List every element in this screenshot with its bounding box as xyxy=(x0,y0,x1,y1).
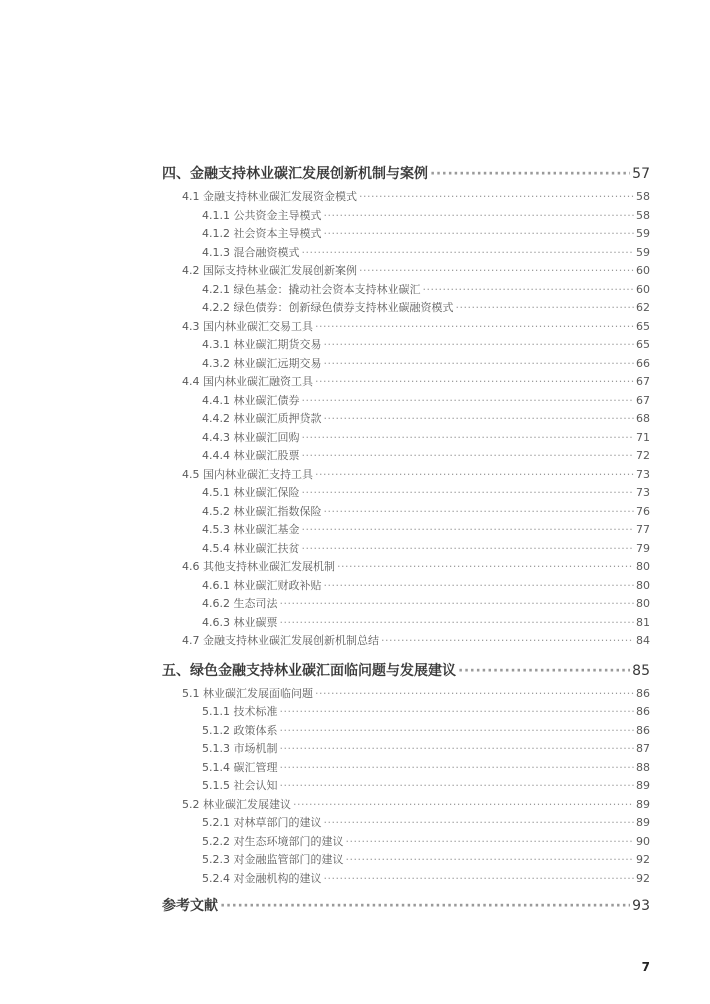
toc-leader-dots xyxy=(381,632,634,651)
toc-entry-page: 80 xyxy=(636,578,650,592)
toc-entry-page: 67 xyxy=(636,393,650,407)
toc-entry-title: 4.1 金融支持林业碳汇发展资金模式 xyxy=(182,190,357,203)
toc-entry-title: 4.3 国内林业碳汇交易工具 xyxy=(182,319,313,333)
toc-leader-dots xyxy=(337,558,634,577)
toc-leader-dots xyxy=(324,814,635,833)
toc-entry-title: 4.4.1 林业碳汇债券 xyxy=(202,393,300,407)
toc-entry-level-3 xyxy=(162,207,650,226)
toc-entry-level-1 xyxy=(162,892,650,920)
toc-entry-title: 4.5.1 林业碳汇保险 xyxy=(202,486,300,499)
toc-entry-level-2 xyxy=(162,632,650,651)
toc-entry-page: 93 xyxy=(632,898,650,914)
toc-leader-dots xyxy=(302,521,635,540)
toc-entry-title: 4.1.1 公共资金主导模式 xyxy=(202,208,322,222)
toc-entry-title: 5.1 林业碳汇发展面临问题 xyxy=(182,686,313,700)
toc-entry-title: 5.2.2 对生态环境部门的建议 xyxy=(202,834,344,848)
toc-leader-dots xyxy=(220,892,630,920)
toc-entry-title: 参考文献 xyxy=(162,898,218,914)
toc-leader-dots xyxy=(302,429,635,448)
toc-entry-page: 60 xyxy=(636,264,650,277)
toc-entry-level-3 xyxy=(162,392,650,411)
toc-entry-level-2 xyxy=(162,318,650,337)
toc-entry-page: 68 xyxy=(636,412,650,425)
toc-entry-title: 5.2.3 对金融监管部门的建议 xyxy=(202,853,344,866)
toc-leader-dots xyxy=(280,703,635,722)
toc-entry-level-2 xyxy=(162,373,650,392)
toc-entry-level-3 xyxy=(162,484,650,503)
toc-leader-dots xyxy=(455,299,634,318)
toc-entry-level-3 xyxy=(162,777,650,796)
toc-entry-level-2 xyxy=(162,685,650,704)
toc-leader-dots xyxy=(293,796,634,815)
toc-entry-page: 86 xyxy=(636,723,650,737)
toc-entry-page: 59 xyxy=(636,245,650,259)
toc-entry-page: 72 xyxy=(636,449,650,462)
toc-entry-page: 88 xyxy=(636,760,650,774)
toc-entry-level-2 xyxy=(162,188,650,207)
toc-leader-dots xyxy=(280,614,635,633)
toc-entry-level-3 xyxy=(162,870,650,889)
toc-leader-dots xyxy=(302,447,635,466)
toc-entry-page: 66 xyxy=(636,356,650,370)
toc-entry-page: 85 xyxy=(632,662,650,679)
toc-entry-level-3 xyxy=(162,336,650,355)
toc-entry-level-3 xyxy=(162,225,650,244)
toc-entry-title: 4.2.2 绿色债券：创新绿色债券支持林业碳融资模式 xyxy=(202,301,454,314)
toc-leader-dots xyxy=(324,503,635,522)
toc-leader-dots xyxy=(422,281,634,300)
toc-entry-title: 五、绿色金融支持林业碳汇面临问题与发展建议 xyxy=(162,662,456,679)
toc-leader-dots xyxy=(302,392,635,411)
toc-leader-dots xyxy=(324,870,635,889)
toc-entry-title: 四、金融支持林业碳汇发展创新机制与案例 xyxy=(162,166,428,182)
toc-leader-dots xyxy=(280,722,635,741)
toc-entry-page: 76 xyxy=(636,504,650,518)
toc-leader-dots xyxy=(324,207,635,226)
toc-leader-dots xyxy=(324,336,635,355)
toc-entry-level-3 xyxy=(162,281,650,300)
toc-entry-page: 65 xyxy=(636,338,650,351)
toc-entry-title: 4.6.3 林业碳票 xyxy=(202,615,278,629)
toc-entry-page: 79 xyxy=(636,541,650,555)
toc-entry-title: 4.7 金融支持林业碳汇发展创新机制总结 xyxy=(182,634,379,647)
toc-entry-title: 4.5.3 林业碳汇基金 xyxy=(202,523,300,536)
toc-entry-title: 4.2.1 绿色基金：撬动社会资本支持林业碳汇 xyxy=(202,282,421,296)
toc-entry-title: 4.5 国内林业碳汇支持工具 xyxy=(182,467,313,481)
toc-entry-title: 5.1.1 技术标准 xyxy=(202,705,278,718)
toc-entry-level-3 xyxy=(162,410,650,429)
toc-entry-title: 5.2.4 对金融机构的建议 xyxy=(202,871,322,885)
toc-entry-title: 5.1.4 碳汇管理 xyxy=(202,760,278,774)
toc-entry-page: 73 xyxy=(636,467,650,481)
toc-entry-level-1 xyxy=(162,160,650,188)
toc-entry-level-3 xyxy=(162,814,650,833)
toc-leader-dots xyxy=(346,851,635,870)
toc-entry-level-3 xyxy=(162,833,650,852)
toc-entry-title: 5.2.1 对林草部门的建议 xyxy=(202,816,322,829)
toc-entry-page: 80 xyxy=(636,597,650,610)
toc-entry-title: 4.1.3 混合融资模式 xyxy=(202,245,300,259)
toc-entry-title: 4.6 其他支持林业碳汇发展机制 xyxy=(182,560,335,573)
toc-entry-page: 89 xyxy=(636,797,650,811)
toc-entry-page: 89 xyxy=(636,816,650,829)
toc-entry-title: 4.4.2 林业碳汇质押贷款 xyxy=(202,412,322,425)
toc-entry-page: 92 xyxy=(636,871,650,885)
toc-entry-title: 4.5.4 林业碳汇扶贫 xyxy=(202,541,300,555)
toc-leader-dots xyxy=(346,833,635,852)
toc-entry-title: 5.2 林业碳汇发展建议 xyxy=(182,797,291,811)
toc-entry-page: 92 xyxy=(636,853,650,866)
toc-leader-dots xyxy=(315,318,634,337)
toc-entry-level-3 xyxy=(162,722,650,741)
toc-entry-title: 4.4.4 林业碳汇股票 xyxy=(202,449,300,462)
toc-entry-page: 58 xyxy=(636,190,650,203)
toc-entry-level-3 xyxy=(162,759,650,778)
toc-entry-page: 59 xyxy=(636,227,650,240)
toc-entry-title: 4.3.2 林业碳汇远期交易 xyxy=(202,356,322,370)
toc-entry-level-3 xyxy=(162,703,650,722)
toc-entry-page: 87 xyxy=(636,742,650,755)
toc-entry-page: 71 xyxy=(636,430,650,444)
toc-entry-level-3 xyxy=(162,503,650,522)
toc-leader-dots xyxy=(359,188,634,207)
toc-leader-dots xyxy=(280,740,635,759)
toc-entry-title: 4.1.2 社会资本主导模式 xyxy=(202,227,322,240)
toc-leader-dots xyxy=(324,577,635,596)
toc-entry-page: 62 xyxy=(636,301,650,314)
toc-entry-level-3 xyxy=(162,355,650,374)
toc-leader-dots xyxy=(315,373,634,392)
toc-entry-title: 4.2 国际支持林业碳汇发展创新案例 xyxy=(182,264,357,277)
toc-entry-level-3 xyxy=(162,429,650,448)
toc-entry-page: 60 xyxy=(636,282,650,296)
toc-entry-page: 58 xyxy=(636,208,650,222)
toc-entry-level-1 xyxy=(162,657,650,685)
toc-leader-dots xyxy=(324,225,635,244)
toc-entry-title: 4.4 国内林业碳汇融资工具 xyxy=(182,375,313,388)
toc-entry-level-3 xyxy=(162,447,650,466)
toc-entry-page: 86 xyxy=(636,705,650,718)
toc-entry-level-3 xyxy=(162,740,650,759)
toc-entry-page: 67 xyxy=(636,375,650,388)
toc-entry-title: 4.5.2 林业碳汇指数保险 xyxy=(202,504,322,518)
toc-entry-level-3 xyxy=(162,595,650,614)
toc-entry-page: 73 xyxy=(636,486,650,499)
toc-entry-title: 5.1.2 政策体系 xyxy=(202,723,278,737)
toc-leader-dots xyxy=(315,685,634,704)
toc-entry-title: 4.6.2 生态司法 xyxy=(202,597,278,610)
toc-entry-level-3 xyxy=(162,299,650,318)
toc-entry-level-2 xyxy=(162,558,650,577)
toc-entry-page: 90 xyxy=(636,834,650,848)
toc-leader-dots xyxy=(430,160,630,188)
toc-entry-title: 5.1.5 社会认知 xyxy=(202,779,278,792)
toc-leader-dots xyxy=(280,759,635,778)
toc-entry-title: 4.3.1 林业碳汇期货交易 xyxy=(202,338,322,351)
toc-leader-dots xyxy=(280,777,635,796)
toc-entry-level-3 xyxy=(162,851,650,870)
toc-entry-level-3 xyxy=(162,577,650,596)
table-of-contents xyxy=(162,160,650,920)
toc-leader-dots xyxy=(458,657,630,685)
toc-entry-page: 86 xyxy=(636,686,650,700)
toc-leader-dots xyxy=(302,244,635,263)
toc-entry-title: 5.1.3 市场机制 xyxy=(202,742,278,755)
toc-entry-page: 77 xyxy=(636,523,650,536)
toc-entry-page: 80 xyxy=(636,560,650,573)
toc-entry-page: 89 xyxy=(636,779,650,792)
toc-leader-dots xyxy=(280,595,635,614)
toc-entry-level-2 xyxy=(162,796,650,815)
toc-leader-dots xyxy=(324,410,635,429)
toc-entry-level-3 xyxy=(162,540,650,559)
toc-leader-dots xyxy=(315,466,634,485)
toc-entry-title: 4.4.3 林业碳汇回购 xyxy=(202,430,300,444)
toc-leader-dots xyxy=(324,355,635,374)
page-number: 7 xyxy=(641,960,650,974)
toc-entry-level-3 xyxy=(162,614,650,633)
toc-leader-dots xyxy=(302,540,635,559)
toc-entry-level-2 xyxy=(162,262,650,281)
toc-entry-page: 81 xyxy=(636,615,650,629)
toc-entry-level-3 xyxy=(162,244,650,263)
toc-entry-page: 65 xyxy=(636,319,650,333)
toc-entry-level-3 xyxy=(162,521,650,540)
toc-leader-dots xyxy=(359,262,634,281)
toc-entry-page: 57 xyxy=(632,166,650,182)
toc-leader-dots xyxy=(302,484,635,503)
toc-entry-page: 84 xyxy=(636,634,650,647)
toc-entry-level-2 xyxy=(162,466,650,485)
toc-entry-title: 4.6.1 林业碳汇财政补贴 xyxy=(202,578,322,592)
